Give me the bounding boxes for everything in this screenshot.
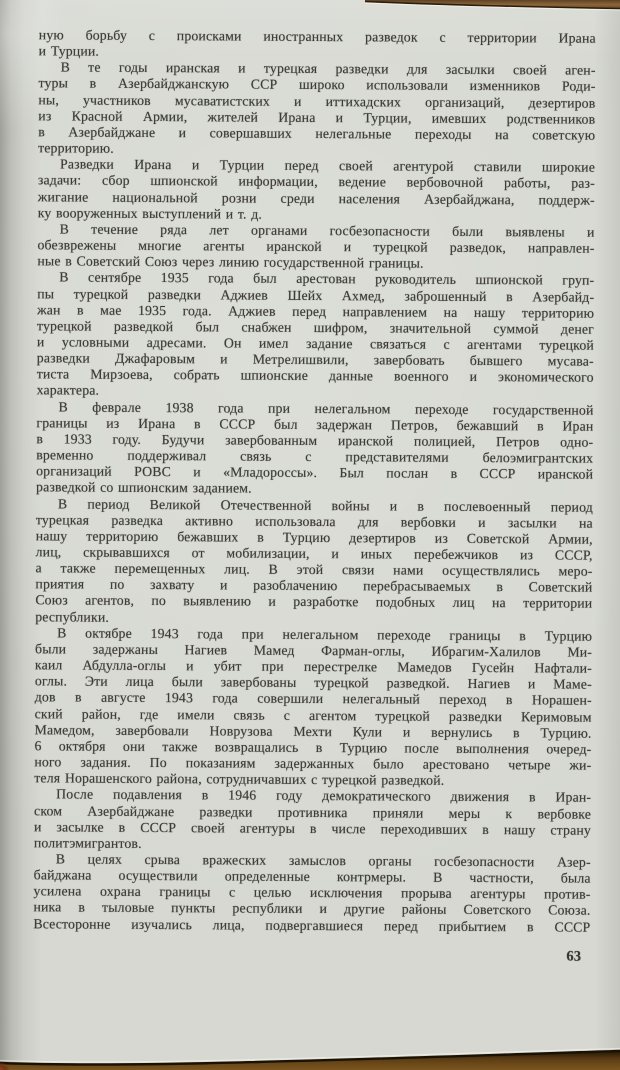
text-line: ны, участников мусаватистских и иттихадских организаций, дезертиров	[38, 91, 596, 111]
paragraph	[39, 27, 596, 63]
text-line: и засылке в СССР своей агентуры в числе переходивших в нашу страну	[33, 818, 592, 838]
text-line: пы турецкой разведки Аджиев Шейх Ахмед, заброшенный в Азербайд-	[37, 285, 595, 305]
text-line: Мамедом, завербовали Новрузова Мехти Кули и вернулись в Турцию.	[34, 722, 592, 741]
text-line: ском Азербайджане разведки противника приняли меры к вербовке	[34, 802, 592, 822]
text-line: в Азербайджане и совершавших нелегальные переходы на советскую	[38, 124, 596, 143]
text-line: жигание национальной розни среди населения Азербайджана, поддерж-	[37, 188, 595, 208]
paragraph	[38, 157, 595, 225]
text-line: В целях срыва вражеских замыслов органы госбезопасности Азер-	[55, 851, 591, 870]
text-line: каил Абдулла-оглы и убит при перестрелке Мамедов Гусейн Нафтали-	[34, 657, 592, 676]
text-line: теля Норашенского района, сотрудничавших с турецкой разведкой.	[34, 770, 445, 788]
text-line: Союз агентов, по выявлению и разработке подобных лиц на территории	[35, 592, 593, 612]
text-line: ную борьбу с происками иностранных разведок с территории Ирана	[38, 27, 596, 46]
paragraph	[35, 496, 593, 629]
text-line: После подавления в 1946 году демократического движения в Иран-	[56, 786, 592, 806]
text-line: оглы. Эти лица были завербованы турецкой разведкой. Нагиев и Маме-	[34, 673, 592, 692]
text-line: В сентябре 1935 года был арестован руководитель шпионской груп-	[59, 269, 595, 289]
text-line: разведкой со шпионским заданием.	[36, 479, 252, 496]
text-line: границы из Ирана в СССР был задержан Петров, бежавший в Иран	[36, 415, 594, 434]
paragraph	[34, 625, 592, 790]
text-line: В течение ряда лет органами госбезопасности были выявлены и	[59, 221, 595, 240]
text-line: приятия по захвату и разоблачению перебрасываемых в Советский	[35, 576, 593, 596]
paragraph	[37, 221, 594, 273]
text-line: характера.	[36, 382, 100, 399]
desk-edge-top	[365, 0, 620, 12]
text-line: туры в Азербайджанскую ССР широко использовали изменников Роди-	[38, 75, 596, 95]
text-line: и Турции.	[38, 43, 100, 59]
text-line: турецкой разведкой был снабжен шифром, значительной суммой денег	[36, 318, 595, 337]
text-line: ника в тыловые пункты республики и другие районы Советского Союза.	[33, 899, 591, 919]
text-line: В период Великой Отечественной войны и в послевоенный период	[57, 495, 593, 515]
page-text	[33, 27, 596, 964]
text-line: задачи: сбор шпионской информации, ведение вербовочной работы, раз-	[37, 172, 595, 192]
text-line: были задержаны Нагиев Мамед Фарман-оглы, Ибрагим-Халилов Ми-	[35, 641, 593, 660]
paragraph	[33, 851, 590, 935]
paragraph	[38, 60, 596, 160]
text-line: лиц, скрывавшихся от мобилизации, и иных перебежчиков из СССР,	[35, 544, 593, 563]
text-line: 6 октября они также возвращались в Турцию после выполнения очеред-	[34, 738, 592, 757]
text-line: временно поддерживал связь с представителями белоэмигрантских	[36, 447, 594, 466]
text-line: тиста Мирзоева, собрать шпионские данные военного и экономического	[36, 366, 594, 385]
text-line: нашу территорию бежавших в Турцию дезертиров из Советской Армии,	[35, 528, 593, 547]
text-line: а также перемещенных лиц. В этой связи нами осуществлялись меро-	[35, 560, 593, 579]
text-line: организаций РОВС и «Младороссы». Был послан в СССР иранской	[36, 463, 594, 482]
text-line: ные в Советский Союз через линию государственной границы.	[37, 253, 424, 271]
text-line: из Красной Армии, жителей Ирана и Турции, имевших родственников	[38, 108, 596, 127]
paragraph	[36, 399, 594, 499]
text-line: и условными адресами. Он имел задание связаться с агентами турецкой	[36, 334, 594, 353]
text-line: ский район, где имели связь с агентом турецкой разведки Керимовым	[34, 705, 592, 725]
text-line: ку вооруженных выступлений и т. д.	[37, 205, 263, 222]
text-line: политэмигрантов.	[33, 835, 142, 851]
text-line: В те годы иранская и турецкая разведки для засылки своей аген-	[60, 59, 596, 79]
page-number: 63	[566, 948, 582, 965]
desk-edge-bottom	[0, 1044, 620, 1070]
text-line: В феврале 1938 года при нелегальном переходе государственной	[58, 399, 594, 418]
text-line: ного задания. По показаниям задержанных было арестовано четыре жи-	[34, 754, 592, 773]
text-line: В октябре 1943 года при нелегальном переходе границы в Турцию	[57, 625, 593, 644]
paragraph	[34, 787, 591, 855]
text-line: республики.	[35, 608, 110, 625]
text-line: дов в августе 1943 года совершили нелегальный переход в Норашен-	[34, 689, 592, 709]
text-line: Разведки Ирана и Турции перед своей агентурой ставили широкие	[59, 156, 596, 175]
text-line: Всесторонне изучались лица, подвергавшиеся перед прибытием в СССР	[33, 915, 591, 935]
text-line: территорию.	[38, 140, 114, 156]
text-line: в 1933 году. Будучи завербованным иранской полицией, Петров одно-	[36, 431, 594, 450]
paragraph	[37, 270, 595, 403]
text-line: жан в мае 1935 года. Аджиев перед направлением на нашу территорию	[37, 301, 595, 321]
text-line: усилена охрана границы с целью исключения прорыва агентуры против-	[33, 883, 591, 902]
text-line: обезврежены многие агенты иранской и турецкой разведок, направлен-	[37, 237, 595, 256]
text-line: разведки Джафаровым и Метрелишвили, завербовать бывшего мусава-	[36, 350, 594, 369]
text-line: байджана осуществили определенные контрмеры. В частности, была	[33, 867, 591, 886]
text-line: турецкая разведка активно использовала для вербовки и засылки на	[35, 511, 593, 531]
corner-object	[0, 1061, 12, 1070]
